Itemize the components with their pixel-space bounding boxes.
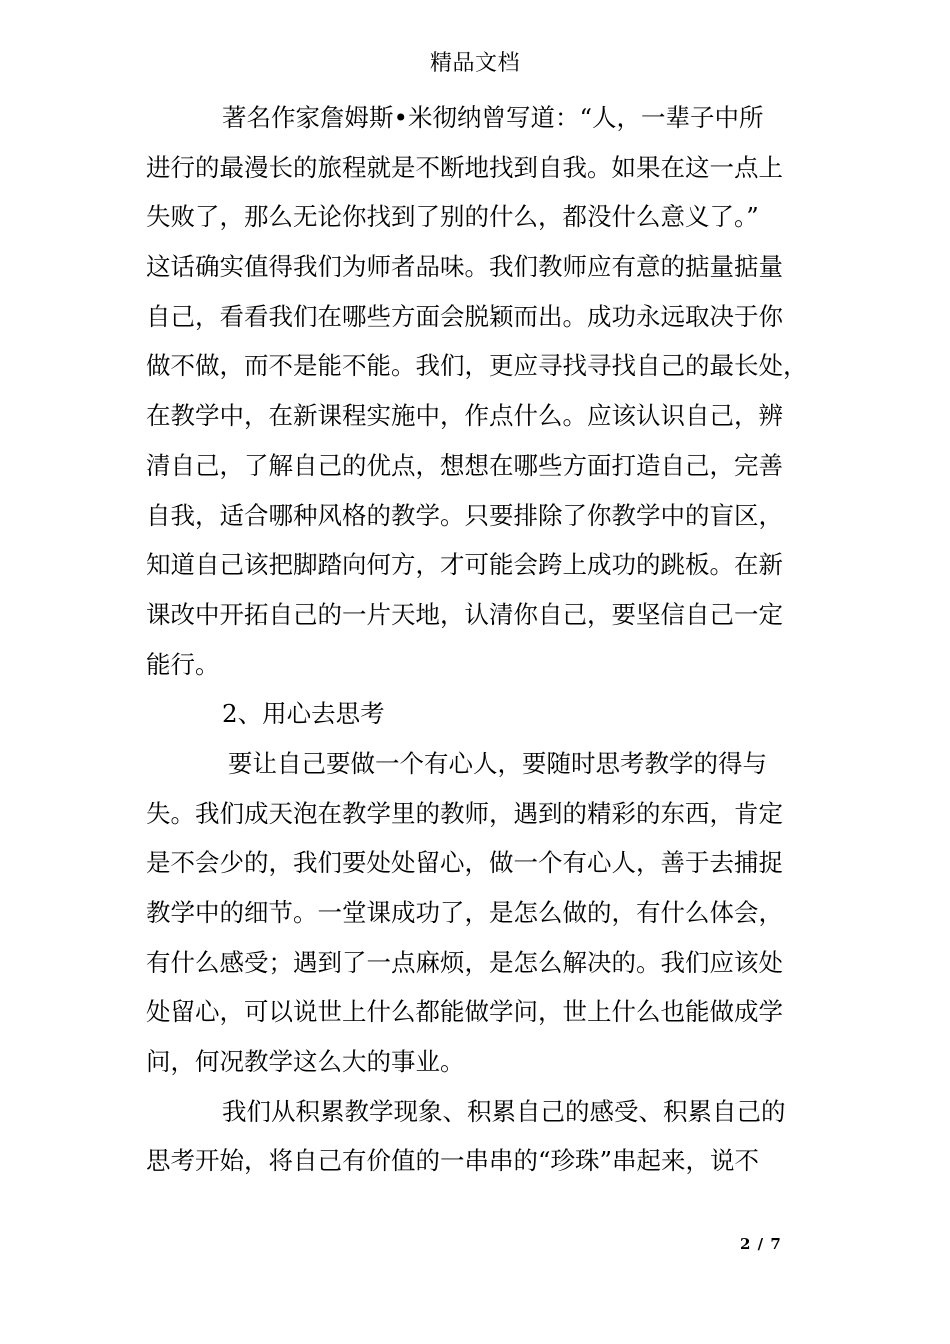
paragraph-line: 要让自己要做一个有心人，要随时思考教学的得与 — [228, 748, 767, 778]
paragraph-line: 这话确实值得我们为师者品味。我们教师应有意的掂量掂量 — [146, 252, 783, 282]
section-heading: 2、用心去思考 — [222, 699, 385, 729]
paragraph-line: 知道自己该把脚踏向何方，才可能会跨上成功的跳板。在新 — [146, 550, 783, 580]
paragraph-line: 课改中开拓自己的一片天地，认清你自己，要坚信自己一定 — [146, 599, 783, 629]
paragraph-line: 思考开始，将自己有价值的一串串的“珍珠”串起来，说不 — [146, 1146, 760, 1176]
paragraph-line: 能行。 — [146, 649, 220, 679]
page-header: 精品文档 — [429, 51, 520, 76]
paragraph-line: 著名作家詹姆斯•米彻纳曾写道：“人，一辈子中所 — [222, 103, 764, 132]
paragraph-line: 是不会少的，我们要处处留心，做一个有心人，善于去捕捉 — [146, 848, 783, 878]
paragraph-line: 自我，适合哪种风格的教学。只要排除了你教学中的盲区， — [146, 500, 783, 530]
page-number: 2 / 7 — [740, 1235, 781, 1253]
body-text — [146, 93, 810, 1186]
paragraph-line: 我们从积累教学现象、积累自己的感受、积累自己的 — [222, 1096, 786, 1126]
paragraph-line: 进行的最漫长的旅程就是不断地找到自我。如果在这一点上 — [146, 152, 783, 182]
paragraph-line: 失。我们成天泡在教学里的教师，遇到的精彩的东西，肯定 — [146, 798, 783, 828]
paragraph-line: 教学中的细节。一堂课成功了，是怎么做的，有什么体会， — [146, 898, 783, 927]
paragraph-line: 问，何况教学这么大的事业。 — [146, 1047, 465, 1077]
paragraph-line: 清自己，了解自己的优点，想想在哪些方面打造自己，完善 — [146, 450, 783, 480]
paragraph-line: 有什么感受；遇到了一点麻烦，是怎么解决的。我们应该处 — [146, 947, 783, 977]
paragraph-line: 失败了，那么无论你找到了别的什么，都没什么意义了。” — [146, 202, 759, 232]
paragraph-line: 做不做，而不是能不能。我们，更应寻找寻找自己的最长处， — [146, 351, 808, 381]
paragraph-line: 自己，看看我们在哪些方面会脱颖而出。成功永远取决于你 — [146, 301, 783, 331]
paragraph-line: 处留心，可以说世上什么都能做学问，世上什么也能做成学 — [146, 997, 783, 1027]
paragraph-line: 在教学中，在新课程实施中，作点什么。应该认识自己，辨 — [146, 401, 783, 431]
